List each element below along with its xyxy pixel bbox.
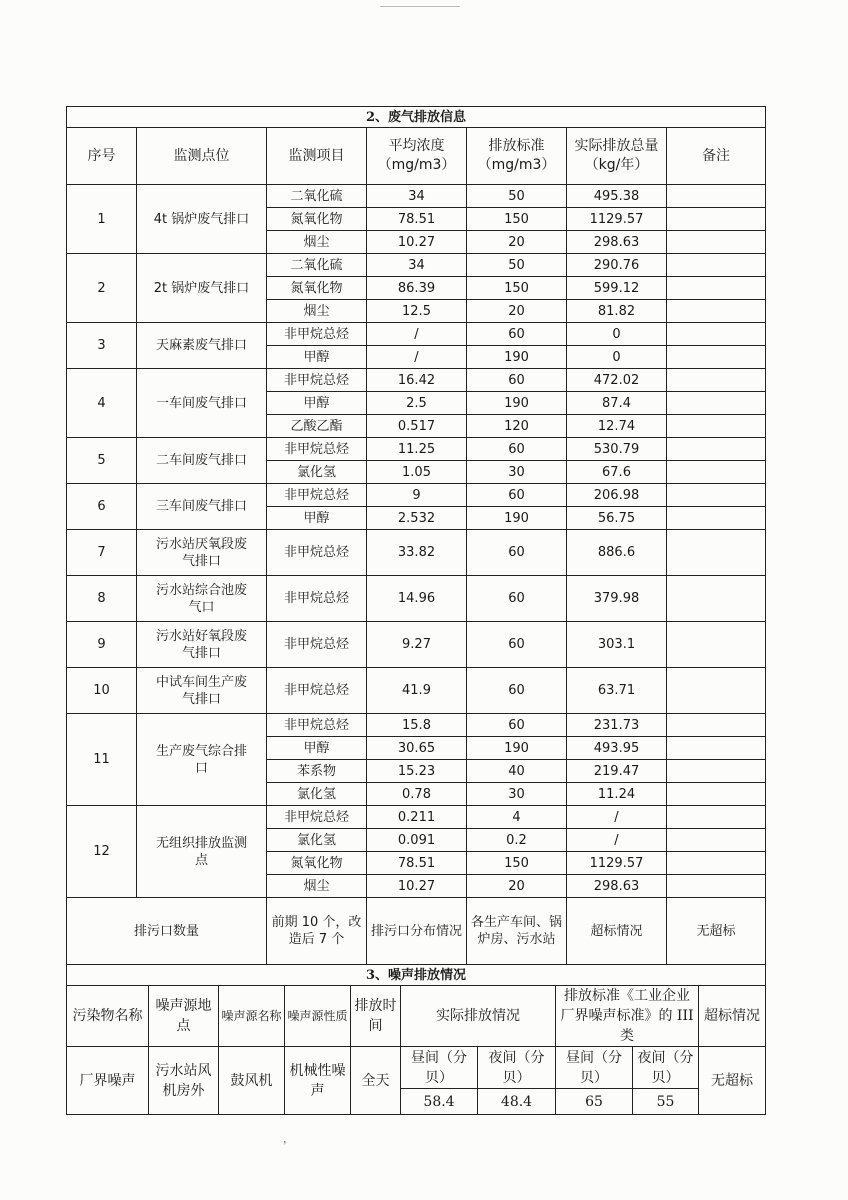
document-page: [66, 106, 765, 1115]
noise-std-day-label: 昼间（分贝）: [556, 1047, 633, 1089]
monitoring-point: 污水站厌氧段废气排口: [137, 530, 267, 576]
table-row: [67, 806, 766, 829]
monitoring-item: 氯化氢: [267, 829, 367, 852]
noise-actual-night-label: 夜间（分贝）: [478, 1047, 556, 1089]
monitoring-item: 非甲烷总烃: [267, 484, 367, 507]
monitoring-item: 非甲烷总烃: [267, 576, 367, 622]
monitoring-item: 甲醇: [267, 507, 367, 530]
row-number: 9: [67, 622, 137, 668]
avg-concentration: 0.517: [367, 415, 467, 438]
outlet-dist: 各生产车间、锅炉房、污水站: [467, 898, 567, 965]
emission-standard: 60: [467, 530, 567, 576]
avg-concentration: 34: [367, 185, 467, 208]
monitoring-item: 非甲烷总烃: [267, 806, 367, 829]
noise-header-row: [67, 986, 766, 1047]
emission-standard: 150: [467, 208, 567, 231]
emission-standard: 190: [467, 392, 567, 415]
emission-standard: 60: [467, 369, 567, 392]
remark-cell: [667, 185, 766, 208]
remark-cell: [667, 484, 766, 507]
remark-cell: [667, 438, 766, 461]
monitoring-item: 非甲烷总烃: [267, 530, 367, 576]
emission-standard: 60: [467, 576, 567, 622]
actual-total: 0: [567, 323, 667, 346]
remark-cell: [667, 346, 766, 369]
monitoring-point: 污水站综合池废气口: [137, 576, 267, 622]
row-number: 3: [67, 323, 137, 369]
top-edge-mark: [380, 0, 460, 7]
outlet-summary-row: [67, 898, 766, 965]
table-row: [67, 622, 766, 668]
remark-cell: [667, 392, 766, 415]
avg-concentration: 14.96: [367, 576, 467, 622]
noise-nature: 机械性噪声: [285, 1047, 351, 1115]
section2-header-row: [67, 128, 766, 185]
avg-concentration: 16.42: [367, 369, 467, 392]
row-number: 12: [67, 806, 137, 898]
emission-standard: 50: [467, 254, 567, 277]
remark-cell: [667, 507, 766, 530]
avg-concentration: /: [367, 346, 467, 369]
noise-std-night: 55: [633, 1089, 699, 1115]
row-number: 1: [67, 185, 137, 254]
avg-concentration: 78.51: [367, 852, 467, 875]
monitoring-item: 甲醇: [267, 737, 367, 760]
avg-concentration: 0.211: [367, 806, 467, 829]
header-total: 实际排放总量（kg/年）: [567, 128, 667, 185]
table-row: [67, 484, 766, 507]
remark-cell: [667, 622, 766, 668]
header-point: 监测点位: [137, 128, 267, 185]
remark-cell: [667, 668, 766, 714]
noise-actual-night: 48.4: [478, 1089, 556, 1115]
actual-total: 472.02: [567, 369, 667, 392]
header-item: 监测项目: [267, 128, 367, 185]
monitoring-item: 非甲烷总烃: [267, 438, 367, 461]
emission-standard: 30: [467, 461, 567, 484]
remark-cell: [667, 369, 766, 392]
monitoring-item: 乙酸乙酯: [267, 415, 367, 438]
actual-total: 1129.57: [567, 852, 667, 875]
avg-concentration: /: [367, 323, 467, 346]
noise-location: 污水站风机房外: [149, 1047, 219, 1115]
table-row: [67, 438, 766, 461]
table-row: [67, 254, 766, 277]
monitoring-point: 无组织排放监测点: [137, 806, 267, 898]
emission-standard: 60: [467, 714, 567, 737]
avg-concentration: 9: [367, 484, 467, 507]
monitoring-point: 4t 锅炉废气排口: [137, 185, 267, 254]
monitoring-point: 污水站好氧段废气排口: [137, 622, 267, 668]
monitoring-point: 三车间废气排口: [137, 484, 267, 530]
noise-name: 鼓风机: [219, 1047, 285, 1115]
row-number: 11: [67, 714, 137, 806]
monitoring-item: 烟尘: [267, 231, 367, 254]
monitoring-point: 二车间废气排口: [137, 438, 267, 484]
monitoring-item: 烟尘: [267, 300, 367, 323]
table-row: [67, 530, 766, 576]
emission-standard: 60: [467, 438, 567, 461]
monitoring-item: 氯化氢: [267, 461, 367, 484]
avg-concentration: 12.5: [367, 300, 467, 323]
outlet-dist-label: 排污口分布情况: [367, 898, 467, 965]
remark-cell: [667, 254, 766, 277]
noise-h-actual: 实际排放情况: [401, 986, 556, 1047]
remark-cell: [667, 300, 766, 323]
emission-standard: 60: [467, 323, 567, 346]
emission-standard: 60: [467, 484, 567, 507]
actual-total: 1129.57: [567, 208, 667, 231]
actual-total: 231.73: [567, 714, 667, 737]
noise-h-standard: 排放标准《工业企业厂界噪声标准》的 III 类: [556, 986, 699, 1047]
emission-standard: 50: [467, 185, 567, 208]
row-number: 10: [67, 668, 137, 714]
avg-concentration: 0.091: [367, 829, 467, 852]
monitoring-point: 中试车间生产废气排口: [137, 668, 267, 714]
remark-cell: [667, 461, 766, 484]
avg-concentration: 15.8: [367, 714, 467, 737]
noise-pollutant: 厂界噪声: [67, 1047, 149, 1115]
actual-total: 219.47: [567, 760, 667, 783]
remark-cell: [667, 852, 766, 875]
noise-h-location: 噪声源地点: [149, 986, 219, 1047]
actual-total: 599.12: [567, 277, 667, 300]
section2-title: 2、废气排放信息: [67, 107, 766, 128]
noise-h-pollutant: 污染物名称: [67, 986, 149, 1047]
noise-h-nature: 噪声源性质: [285, 986, 351, 1047]
remark-cell: [667, 323, 766, 346]
noise-h-name: 噪声源名称: [219, 986, 285, 1047]
remark-cell: [667, 783, 766, 806]
avg-concentration: 10.27: [367, 231, 467, 254]
noise-actual-day-label: 昼间（分贝）: [401, 1047, 478, 1089]
remark-cell: [667, 737, 766, 760]
monitoring-item: 甲醇: [267, 392, 367, 415]
outlet-count: 前期 10 个，改造后 7 个: [267, 898, 367, 965]
remark-cell: [667, 760, 766, 783]
monitoring-item: 非甲烷总烃: [267, 668, 367, 714]
noise-time: 全天: [351, 1047, 401, 1115]
footer-mark: ，: [283, 1132, 294, 1145]
emission-table: [66, 106, 766, 965]
noise-std-day: 65: [556, 1089, 633, 1115]
header-no: 序号: [67, 128, 137, 185]
monitoring-item: 非甲烷总烃: [267, 323, 367, 346]
row-number: 7: [67, 530, 137, 576]
emission-standard: 120: [467, 415, 567, 438]
table-row: [67, 369, 766, 392]
row-number: 5: [67, 438, 137, 484]
remark-cell: [667, 829, 766, 852]
remark-cell: [667, 875, 766, 898]
monitoring-item: 二氧化硫: [267, 185, 367, 208]
emission-standard: 20: [467, 231, 567, 254]
noise-h-exceed: 超标情况: [699, 986, 766, 1047]
monitoring-item: 二氧化硫: [267, 254, 367, 277]
actual-total: 87.4: [567, 392, 667, 415]
remark-cell: [667, 208, 766, 231]
actual-total: 886.6: [567, 530, 667, 576]
avg-concentration: 86.39: [367, 277, 467, 300]
monitoring-point: 天麻素废气排口: [137, 323, 267, 369]
actual-total: 67.6: [567, 461, 667, 484]
remark-cell: [667, 415, 766, 438]
row-number: 6: [67, 484, 137, 530]
table-row: [67, 714, 766, 737]
monitoring-item: 非甲烷总烃: [267, 714, 367, 737]
avg-concentration: 10.27: [367, 875, 467, 898]
actual-total: 379.98: [567, 576, 667, 622]
emission-standard: 40: [467, 760, 567, 783]
monitoring-item: 烟尘: [267, 875, 367, 898]
section3-title: 3、噪声排放情况: [67, 965, 766, 986]
monitoring-point: 一车间废气排口: [137, 369, 267, 438]
table-row: [67, 323, 766, 346]
actual-total: /: [567, 806, 667, 829]
emission-standard: 20: [467, 300, 567, 323]
avg-concentration: 0.78: [367, 783, 467, 806]
avg-concentration: 2.532: [367, 507, 467, 530]
emission-standard: 150: [467, 852, 567, 875]
monitoring-item: 氮氧化物: [267, 208, 367, 231]
remark-cell: [667, 576, 766, 622]
avg-concentration: 1.05: [367, 461, 467, 484]
monitoring-item: 氮氧化物: [267, 852, 367, 875]
outlet-count-label: 排污口数量: [67, 898, 267, 965]
noise-actual-day: 58.4: [401, 1089, 478, 1115]
table-row: [67, 576, 766, 622]
emission-standard: 190: [467, 737, 567, 760]
emission-standard: 150: [467, 277, 567, 300]
noise-h-time: 排放时间: [351, 986, 401, 1047]
emission-standard: 0.2: [467, 829, 567, 852]
actual-total: /: [567, 829, 667, 852]
noise-std-night-label: 夜间（分贝）: [633, 1047, 699, 1089]
actual-total: 11.24: [567, 783, 667, 806]
emission-standard: 190: [467, 346, 567, 369]
actual-total: 493.95: [567, 737, 667, 760]
table-row: [67, 185, 766, 208]
actual-total: 63.71: [567, 668, 667, 714]
monitoring-point: 2t 锅炉废气排口: [137, 254, 267, 323]
row-number: 8: [67, 576, 137, 622]
actual-total: 495.38: [567, 185, 667, 208]
avg-concentration: 30.65: [367, 737, 467, 760]
exceed-value: 无超标: [667, 898, 766, 965]
monitoring-item: 氯化氢: [267, 783, 367, 806]
emission-standard: 190: [467, 507, 567, 530]
monitoring-item: 非甲烷总烃: [267, 369, 367, 392]
exceed-label: 超标情况: [567, 898, 667, 965]
remark-cell: [667, 806, 766, 829]
avg-concentration: 34: [367, 254, 467, 277]
noise-table: [66, 964, 766, 1115]
monitoring-point: 生产废气综合排口: [137, 714, 267, 806]
avg-concentration: 15.23: [367, 760, 467, 783]
monitoring-item: 甲醇: [267, 346, 367, 369]
emission-standard: 4: [467, 806, 567, 829]
actual-total: 290.76: [567, 254, 667, 277]
avg-concentration: 33.82: [367, 530, 467, 576]
header-standard: 排放标准（mg/m3）: [467, 128, 567, 185]
avg-concentration: 78.51: [367, 208, 467, 231]
noise-row-top: [67, 1047, 766, 1089]
monitoring-item: 氮氧化物: [267, 277, 367, 300]
emission-standard: 30: [467, 783, 567, 806]
remark-cell: [667, 714, 766, 737]
actual-total: 12.74: [567, 415, 667, 438]
avg-concentration: 41.9: [367, 668, 467, 714]
remark-cell: [667, 231, 766, 254]
noise-exceed: 无超标: [699, 1047, 766, 1115]
row-number: 4: [67, 369, 137, 438]
emission-standard: 60: [467, 668, 567, 714]
monitoring-item: 苯系物: [267, 760, 367, 783]
remark-cell: [667, 530, 766, 576]
actual-total: 81.82: [567, 300, 667, 323]
avg-concentration: 11.25: [367, 438, 467, 461]
actual-total: 298.63: [567, 231, 667, 254]
actual-total: 206.98: [567, 484, 667, 507]
emission-standard: 60: [467, 622, 567, 668]
monitoring-item: 非甲烷总烃: [267, 622, 367, 668]
remark-cell: [667, 277, 766, 300]
actual-total: 298.63: [567, 875, 667, 898]
row-number: 2: [67, 254, 137, 323]
actual-total: 56.75: [567, 507, 667, 530]
avg-concentration: 2.5: [367, 392, 467, 415]
actual-total: 0: [567, 346, 667, 369]
header-remark: 备注: [667, 128, 766, 185]
emission-standard: 20: [467, 875, 567, 898]
actual-total: 303.1: [567, 622, 667, 668]
avg-concentration: 9.27: [367, 622, 467, 668]
table-row: [67, 668, 766, 714]
actual-total: 530.79: [567, 438, 667, 461]
header-concentration: 平均浓度（mg/m3）: [367, 128, 467, 185]
